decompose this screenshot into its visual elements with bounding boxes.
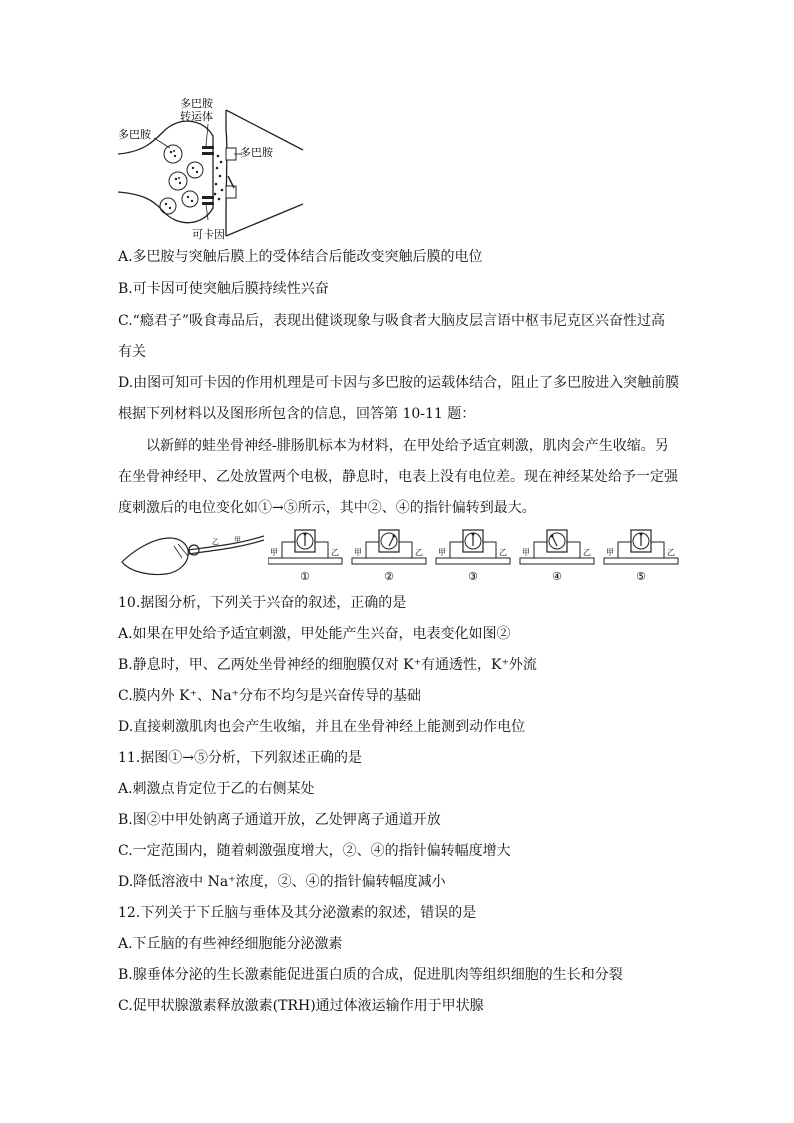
q12-option-b: B.腺垂体分泌的生长激素能促进蛋白质的合成，促进肌肉等组织细胞的生长和分裂 bbox=[118, 967, 623, 983]
needle-tip bbox=[472, 533, 475, 536]
nerve-bar bbox=[268, 558, 342, 564]
panel-number: ① bbox=[300, 570, 310, 583]
electrode-label-left: 甲 bbox=[522, 548, 530, 557]
q9-option-a: A.多巴胺与突触后膜上的受体结合后能改变突触后膜的电位 bbox=[118, 249, 483, 265]
label-dopamine-right: 多巴胺 bbox=[240, 146, 273, 159]
material-para-line1: 以新鲜的蛙坐骨神经-腓肠肌标本为材料，在甲处给予适宜刺激，肌肉会产生收缩。另 bbox=[146, 438, 669, 454]
panel-number: ③ bbox=[468, 570, 478, 583]
electrode-label-left: 甲 bbox=[606, 548, 614, 557]
electrode-label-right: 乙 bbox=[415, 548, 423, 557]
q11-option-c: C.一定范围内，随着刺激强度增大，②、④的指针偏转幅度增大 bbox=[118, 843, 511, 859]
q9-option-d: D.由图可知可卡因的作用机理是可卡因与多巴胺的运载体结合，阻止了多巴胺进入突触前膜 bbox=[118, 375, 680, 391]
q10-option-c: C.膜内外 K⁺、Na⁺分布不均匀是兴奋传导的基础 bbox=[118, 688, 421, 704]
galvanometer-panel-1 bbox=[268, 530, 342, 583]
electrode-label-left: 甲 bbox=[438, 548, 446, 557]
nerve-muscle-specimen bbox=[118, 528, 268, 584]
q10-option-a: A.如果在甲处给予适宜刺激，甲处能产生兴奋，电表变化如图② bbox=[118, 626, 511, 642]
electrode-label-right: 乙 bbox=[583, 548, 591, 557]
material-para-line2: 在坐骨神经甲、乙处放置两个电极，静息时，电表上没有电位差。现在神经某处给予一定强 bbox=[118, 469, 678, 485]
needle-tip bbox=[551, 535, 554, 538]
specimen-label-yi: 乙 bbox=[212, 538, 219, 546]
material-para-line3: 度刺激后的电位变化如①→⑤所示，其中②、④的指针偏转到最大。 bbox=[118, 500, 536, 516]
galvanometer-panels bbox=[268, 524, 688, 586]
electrode-label-right: 乙 bbox=[331, 548, 339, 557]
q9-option-b: B.可卡因可使突触后膜持续性兴奋 bbox=[118, 281, 329, 297]
panel-number: ② bbox=[384, 570, 394, 583]
panel-number: ⑤ bbox=[636, 570, 646, 583]
electrode-label-left: 甲 bbox=[270, 548, 278, 557]
q10-option-d: D.直接刺激肌肉也会产生收缩，并且在坐骨神经上能测到动作电位 bbox=[118, 719, 526, 735]
galvanometer-panel-5 bbox=[604, 530, 678, 583]
material-intro: 根据下列材料以及图形所包含的信息，回答第 10-11 题： bbox=[118, 406, 476, 422]
electrode-label-left: 甲 bbox=[354, 548, 362, 557]
synapse-diagram bbox=[118, 96, 318, 244]
label-cocaine: 可卡因 bbox=[192, 228, 225, 241]
panel-number: ④ bbox=[552, 570, 562, 583]
q9-option-c: C.“瘾君子”吸食毒品后，表现出健谈现象与吸食者大脑皮层言语中枢韦尼克区兴奋性过高 bbox=[118, 313, 665, 329]
q11-stem: 11.据图①→⑤分析，下列叙述正确的是 bbox=[118, 750, 362, 766]
specimen-label-jia: 甲 bbox=[234, 536, 241, 544]
needle-tip bbox=[304, 533, 307, 536]
nerve-bar bbox=[604, 558, 678, 564]
q10-option-b: B.静息时，甲、乙两处坐骨神经的细胞膜仅对 K⁺有通透性，K⁺外流 bbox=[118, 657, 537, 673]
q10-stem: 10.据图分析，下列关于兴奋的叙述，正确的是 bbox=[118, 595, 407, 611]
label-dopamine-left: 多巴胺 bbox=[118, 128, 151, 141]
needle-tip bbox=[640, 533, 643, 536]
q11-option-b: B.图②中甲处钠离子通道开放，乙处钾离子通道开放 bbox=[118, 812, 441, 828]
nerve-bar bbox=[520, 558, 594, 564]
q11-option-d: D.降低溶液中 Na⁺浓度，②、④的指针偏转幅度减小 bbox=[118, 874, 446, 890]
galvanometer-panel-2 bbox=[352, 530, 426, 583]
galvanometer-panel-3 bbox=[436, 530, 510, 583]
label-transporter-line1: 多巴胺 bbox=[180, 97, 213, 110]
q11-option-a: A.刺激点肯定位于乙的右侧某处 bbox=[118, 781, 315, 797]
electrode-label-right: 乙 bbox=[499, 548, 507, 557]
q12-option-a: A.下丘脑的有些神经细胞能分泌激素 bbox=[118, 936, 343, 952]
label-transporter-line2: 转运体 bbox=[180, 110, 213, 123]
nerve-bar bbox=[352, 558, 426, 564]
q12-option-c: C.促甲状腺激素释放激素(TRH)通过体液运输作用于甲状腺 bbox=[118, 998, 484, 1014]
q12-stem: 12.下列关于下丘脑与垂体及其分泌激素的叙述，错误的是 bbox=[118, 905, 477, 921]
galvanometer-panel-4 bbox=[520, 530, 594, 583]
nerve-bar bbox=[436, 558, 510, 564]
electrode-label-right: 乙 bbox=[667, 548, 675, 557]
q9-option-c-cont: 有关 bbox=[118, 344, 146, 360]
needle-tip bbox=[393, 535, 396, 538]
